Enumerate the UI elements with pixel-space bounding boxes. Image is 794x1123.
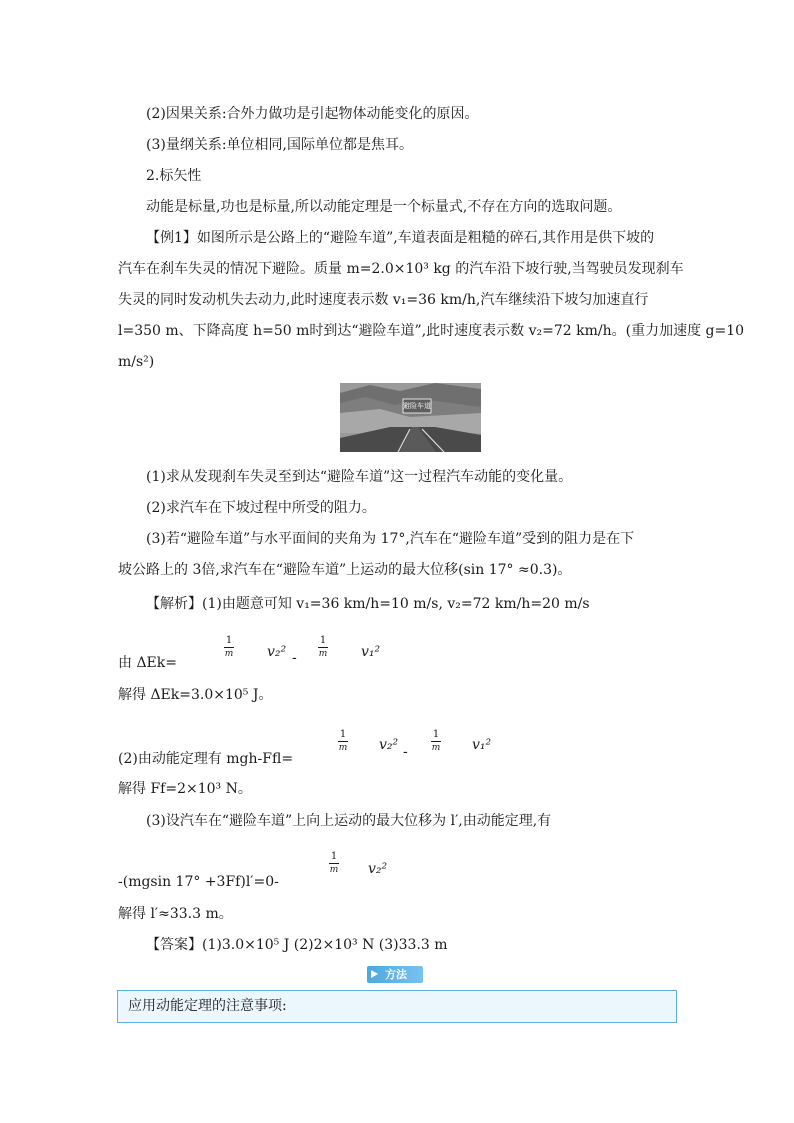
solution-line-5: 解得 Ff=2×10³ N。 (118, 781, 252, 797)
fraction-half-m (429, 729, 443, 754)
fraction-denominator: m (224, 649, 234, 659)
fraction-half-m (316, 635, 330, 660)
solution-eq-2: (2)由动能定理有 mgh-Ffl= (118, 751, 294, 767)
fraction-numerator: 1 (432, 729, 440, 740)
term-v1-squared: v₁² (361, 644, 381, 660)
term-v1-squared: v₁² (472, 737, 492, 753)
method-box (117, 990, 677, 1023)
question-1: (1)求从发现刹车失灵至到达“避险车道”这一过程汽车动能的变化量。 (146, 469, 573, 485)
minus-sign: - (403, 744, 408, 760)
example-line-4: l=350 m、下降高度 h=50 m时到达“避险车道”,此时速度表示数 v₂=72 km/h。(重力加速度 g=10 (118, 323, 745, 339)
example-line-3: 失灵的同时发动机失去动力,此时速度表示数 v₁=36 km/h,汽车继续沿下坡匀加速直行 (118, 292, 649, 308)
escape-lane-sign: 避险车道 (403, 402, 431, 410)
solution-line-1: 【解析】(1)由题意可知 v₁=36 km/h=10 m/s, v₂=72 km/h=20 m/s (146, 596, 590, 612)
line-dimension: (3)量纲关系:单位相同,国际单位都是焦耳。 (146, 137, 413, 153)
fraction-denominator: m (431, 743, 441, 753)
fraction-numerator: 1 (330, 851, 338, 862)
question-2: (2)求汽车在下坡过程中所受的阻力。 (146, 500, 376, 516)
term-v2-squared: v₂² (368, 861, 388, 877)
fraction-half-m (336, 729, 350, 754)
example-line-1: 【例1】如图所示是公路上的“避险车道”,车道表面是粗糙的碎石,其作用是供下坡的 (146, 230, 655, 246)
fraction-half-m (327, 851, 341, 876)
line-causal: (2)因果关系:合外力做功是引起物体动能变化的原因。 (146, 106, 479, 122)
solution-eq-3: -(mgsin 17° +3Ff)l′=0- (118, 874, 279, 890)
heading-scalar: 2.标矢性 (146, 168, 202, 184)
fraction-denominator: m (329, 865, 339, 875)
fraction-numerator: 1 (225, 635, 233, 646)
line-scalar: 动能是标量,功也是标量,所以动能定理是一个标量式,不存在方向的选取问题。 (146, 199, 622, 215)
minus-sign: - (292, 650, 297, 666)
solution-line-3: 解得 ΔEk=3.0×10⁵ J。 (118, 687, 273, 703)
fraction-denominator: m (318, 649, 328, 659)
example-line-2: 汽车在刹车失灵的情况下避险。质量 m=2.0×10³ kg 的汽车沿下坡行驶,当驾驶员发现刹车 (118, 261, 684, 277)
solution-line-6: (3)设汽车在“避险车道”上向上运动的最大位移为 l′,由动能定理,有 (146, 813, 552, 829)
fraction-half-m (222, 635, 236, 660)
example-line-5: m/s²) (118, 354, 155, 370)
escape-lane-photo (340, 383, 481, 452)
method-banner-label: 方法 (385, 968, 407, 981)
term-v2-squared: v₂² (267, 644, 287, 660)
term-v2-squared: v₂² (379, 737, 399, 753)
solution-eq-1: 由 ΔEk= (118, 655, 177, 671)
solution-line-8: 解得 l′≈33.3 m。 (118, 906, 233, 922)
question-3b: 坡公路上的 3倍,求汽车在“避险车道”上运动的最大位移(sin 17° ≈0.3)。 (118, 562, 572, 578)
method-box-text: 应用动能定理的注意事项: (128, 998, 287, 1014)
fraction-numerator: 1 (339, 729, 347, 740)
answer-line: 【答案】(1)3.0×10⁵ J (2)2×10³ N (3)33.3 m (146, 937, 448, 953)
question-3a: (3)若“避险车道”与水平面间的夹角为 17°,汽车在“避险车道”受到的阻力是在下 (146, 531, 635, 547)
play-triangle-icon (371, 970, 378, 978)
fraction-numerator: 1 (319, 635, 327, 646)
fraction-denominator: m (338, 743, 348, 753)
